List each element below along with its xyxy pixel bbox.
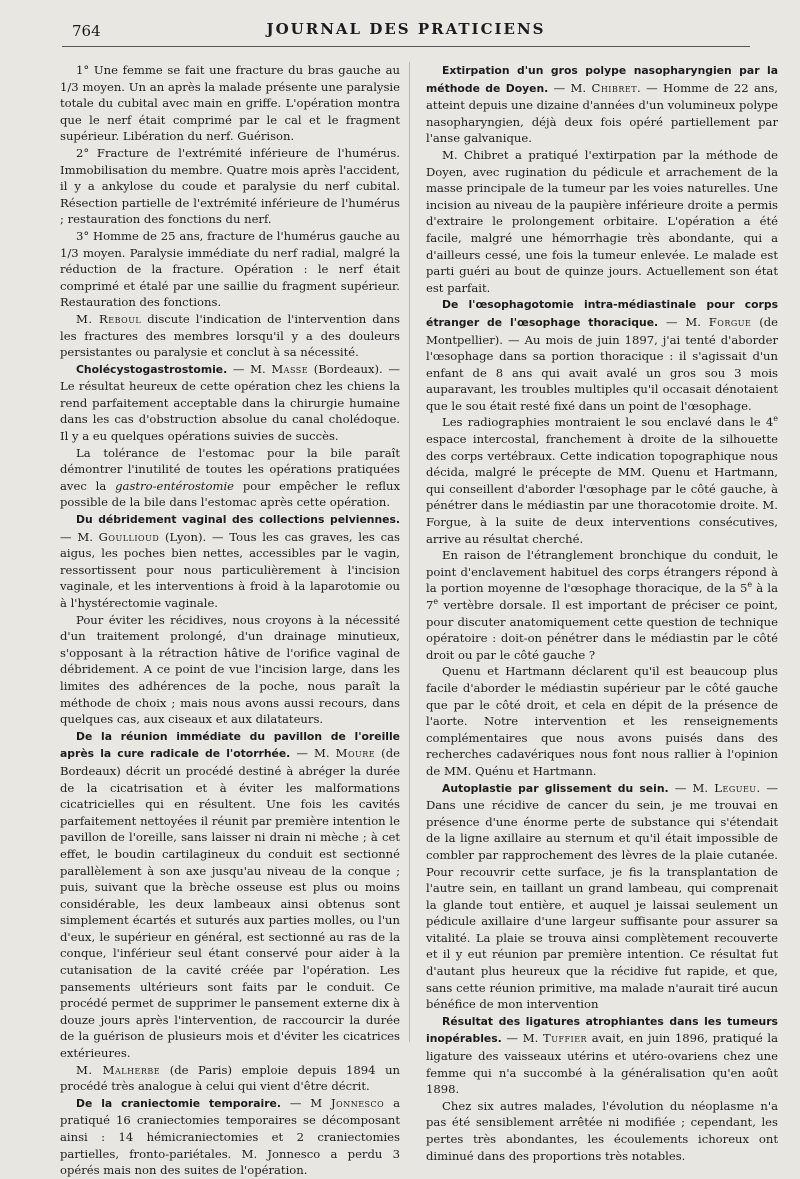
paragraph: 3° Homme de 25 ans, fracture de l'humérus gauche au 1/3 moyen. Paralysie immédiate du nerf radial, malgré la réduction de la fracture. Opération : le nerf était comprimé et étalé par une saillie du fragment supérieur. Restauration des fonctions. (60, 228, 400, 310)
author-name: Legueu (714, 780, 757, 795)
dash: — M. (548, 80, 592, 95)
paragraph: 1° Une femme se fait une fracture du bras gauche au 1/3 moyen. Un an après la malade présente une paralysie totale du cubital avec main en griffe. L'opération montra que le nerf était comprimé par le cal et le fragment supérieur. Libération du nerf. Guérison. (60, 63, 400, 144)
section-autoplastie (426, 780, 778, 1013)
dash: — M. (658, 314, 709, 329)
paragraph: Pour éviter les récidives, nous croyons à la nécessité d'un traitement prolongé, d'un drainage minutieux, s'opposant à la rétraction hâtive de l'orifice vaginal de débridement. A ce point de vue l'incision large, dans les limites des adhérences de la poche, nous paraît la méthode de choix ; mais nous avons aussi recours, dans quelques cas, aux ciseaux et aux dilatateurs. (60, 612, 400, 727)
section-title: De l'œsophagotomie intra-médiastinale pour corps étranger de l'œsophage thoracique. (426, 298, 778, 329)
column-divider (409, 62, 410, 1042)
paragraph-text: espace intercostal, franchement à droite de la silhouette des corps vertébraux. Cette indication topographique nous décida, malgré le précepte de MM. Quenu et Hartmann, qui conseillent d'aborder l'œsophage par le côté gauche, à pénétrer dans le médiastin par une thoracotomie droite. M. Forgue, à la suite de deux interventions consécutives, arrive au résultat cherché. (426, 432, 778, 546)
dash: — M. (60, 529, 99, 544)
superscript: e (433, 597, 439, 607)
author-name: Masse (271, 361, 309, 376)
section-polype-nasopharyngien (426, 62, 778, 147)
paragraph-text: vertèbre dorsale. Il est important de préciser ce point, pour discuter anatomiquement cette question de technique opératoire : doit-on pénétrer dans le médiastin par le côté droit ou par le côté gauche ? (426, 598, 778, 662)
paragraph (60, 311, 400, 361)
paragraph-text: (de Bordeaux) décrit un procédé destiné à abréger la durée de la cicatrisation et à éviter les malformations cicatricielles qui en résultent. Une fois les cavités parfaitement nettoyées il réunit par première intention le pavillon de l'oreille, sans laisser ni drain ni mèche ; à cet effet, le boudin cartilagineux du conduit est sectionné parallèlement à son axe jusqu'au niveau de la conque ; puis, suivant que la brèche osseuse est plus ou moins considérable, les deux lambeaux ainsi obtenus sont simplement écartés et suturés aux parties molles, ou l'un d'eux, le supérieur en général, est sectionné au ras de la conque, l'inférieur seul étant conservé pour aider à la cutanisation de la cavité créée par l'opération. Les pansements ultérieurs sont faits par le conduit. Ce procédé permet de supprimer le pansement externe dix à douze jours après l'intervention, de raccourcir la durée de la guérison de plusieurs mois et d'éviter les cicatrices extérieures. (60, 746, 400, 1061)
paragraph: Quenu et Hartmann déclarent qu'il est beaucoup plus facile d'aborder le médiastin supérieur par le côté gauche que par le côté droit, et cela en dépit de la présence de l'aorte. Notre intervention et les renseignements complémentaires que nous avons puisés dans des recherches cadavériques nous font nous rallier à l'opinion de MM. Quénu et Hartmann. (426, 664, 778, 778)
section-title: Résultat des ligatures atrophiantes dans les tumeurs inopérables. (426, 1014, 778, 1046)
section-craniectomie (60, 1095, 400, 1179)
dash: — M. (227, 361, 272, 376)
page-number: 764 (72, 22, 101, 40)
paragraph-text: avait, en juin 1896, pratiqué la ligature des vaisseaux utérins et utéro-ovariens chez une femme qui n'a succombé à la généralisation qu'en août 1898. (426, 1031, 778, 1097)
italic-term: gastro-entérostomie (115, 478, 235, 493)
author-name: Goullioud (98, 529, 160, 544)
author-name: Moure (335, 746, 376, 761)
section-title: Cholécystogastrostomie. (76, 362, 228, 376)
section-cholecystogastrostomie (60, 361, 400, 445)
author-name: Forgue (708, 314, 752, 329)
paragraph: M. Chibret a pratiqué l'extirpation par la méthode de Doyen, avec rugination du pédicule et arrachement de la masse principale de la tumeur par les voies naturelles. Une incision au niveau de la paupière inférieure droite a permis d'extraire le prolongement orbitaire. L'opération a été facile, malgré une hémorrhagie très abondante, qui a d'ailleurs cessé, une fois la tumeur enlevée. Le malade est parti guéri au bout de quinze jours. Actuellement son état est parfait. (426, 147, 778, 295)
paragraph-text: (de Montpellier). — Au mois de juin 1897, j'ai tenté d'aborder l'œsophage dans sa portion thoracique : il s'agissait d'un enfant de 8 ans qui avait avalé un gros sou 3 mois auparavant, les troubles multiples qu'il occasait dénotaient que le sou était resté fixé dans un point de l'œsophage. (426, 314, 779, 413)
author-name: Chibret (591, 80, 638, 95)
left-column (60, 62, 400, 1179)
section-title: De la réunion immédiate du pavillon de l'oreille après la cure radicale de l'otorrhée. (60, 729, 400, 761)
superscript: e (773, 414, 778, 424)
section-title: Autoplastie par glissement du sein. (442, 781, 669, 795)
dash: — M (280, 1095, 331, 1110)
author-name: Tuffier (542, 1031, 588, 1046)
dash: — M. (668, 780, 715, 795)
section-title: De la craniectomie temporaire. (76, 1096, 281, 1110)
right-column (426, 62, 778, 1164)
paragraph-text: (Bordeaux). — Le résultat heureux de cette opération chez les chiens la rend parfaitement acceptable dans la chirurgie humaine dans les cas d'obstruction absolue du canal cholédoque. Il y a eu quelques opérations suivies de succès. (60, 361, 400, 444)
paragraph: Chez six autres malades, l'évolution du néoplasme n'a pas été sensiblement arrêtée ni modifiée ; cependant, les pertes très abondantes, les écoulements ichoreux ont diminué dans des proportions très notables. (426, 1098, 778, 1163)
section-title: Du débridement vaginal des collections pelviennes. (76, 513, 400, 527)
paragraph-text: Les radiographies montraient le sou enclavé dans le 4 (442, 415, 774, 430)
superscript: e (747, 580, 753, 590)
paragraph (426, 547, 778, 663)
paragraph (426, 414, 778, 547)
paragraph (60, 1062, 400, 1095)
section-title: Extirpation d'un gros polype nasopharyngien par la méthode de Doyen. (426, 64, 778, 95)
paragraph-text: discute l'indication de l'intervention dans les fractures des membres lorsqu'il y a des douleurs persistantes ou paralysie et conclut à sa nécessité. (60, 311, 400, 360)
page-header (62, 20, 750, 47)
dash: — M. (501, 1031, 543, 1046)
paragraph-text: . — Homme de 22 ans, atteint depuis une dizaine d'années d'un volumineux polype nasopharyngien, déjà deux fois opéré partiellement par l'anse galvanique. (426, 80, 778, 146)
paragraph-text: (Lyon). — Tous les cas graves, les cas aigus, les poches bien nettes, accessibles par le vagin, ressortissent pour nous particulièrement à l'incision vaginale, et les interventions à froid à la laparotomie ou à l'hystérectomie vaginale. (60, 529, 400, 610)
author-name: M. Malherbe (76, 1062, 161, 1077)
section-oesophagotomie (426, 296, 778, 414)
dash: — M. (290, 746, 336, 761)
paragraph-text: a pratiqué 16 craniectomies temporaires se décomposant ainsi : 14 hémicraniectomies et 2 craniectomies partielles, fronto-pariétales. M. Jonnesco a perdu 3 opérés mais non des suites de l'opération. (60, 1095, 400, 1178)
paragraph (60, 445, 400, 511)
paragraph-text: pour empêcher le reflux possible de la bile dans l'estomac après cette opération. (60, 478, 400, 510)
paragraph-text: En raison de l'étranglement bronchique du conduit, le point d'enclavement habituel des corps étrangers répond à la portion moyenne de l'œsophage thoracique, de la 5 (426, 548, 778, 596)
running-title: JOURNAL DES PRATICIENS (266, 20, 546, 38)
paragraph-text: à la 7 (426, 581, 779, 612)
paragraph-text: . — Dans une récidive de cancer du sein, je me trouvai en présence d'une énorme perte de substance qui s'étendait de la ligne axillaire au sternum et qu'il était impossible de combler par rapprochement des lèvres de la plaie cutanée. Pour recouvrir cette surface, je fis la transplantation de l'autre sein, en taillant un grand lambeau, qui comprenait la glande tout entière, et auquel je laissai seulement un pédicule axillaire d'une largeur suffisante pour assurer sa vitalité. La plaie se trouva ainsi complètement recouverte et il y eut réunion par première intention. Ce résultat fut d'autant plus heureux que la récidive fut rapide, et que, sans cette réunion primitive, ma malade n'aurait tiré aucun bénéfice de mon intervention (426, 780, 778, 1012)
section-reunion-pavillon (60, 728, 400, 1062)
paragraph-text: (de Paris) emploie depuis 1894 un procédé très analogue à celui qui vient d'être décrit. (60, 1062, 400, 1094)
section-ligatures-atrophiantes (426, 1013, 778, 1098)
section-debridement-vaginal (60, 511, 400, 612)
author-name: M. Reboul (76, 311, 142, 326)
author-name: Jonnesco (331, 1095, 385, 1110)
paragraph: 2° Fracture de l'extrémité inférieure de l'humérus. Immobilisation du membre. Quatre mois après l'accident, il y a ankylose du coude et paralysie du nerf cubital. Résection partielle de l'extrémité inférieure de l'humérus ; restauration des fonctions du nerf. (60, 145, 400, 227)
paragraph-text: La tolérance de l'estomac pour la bile paraît démontrer l'inutilité de toutes les opérations pratiquées avec la (60, 445, 400, 493)
